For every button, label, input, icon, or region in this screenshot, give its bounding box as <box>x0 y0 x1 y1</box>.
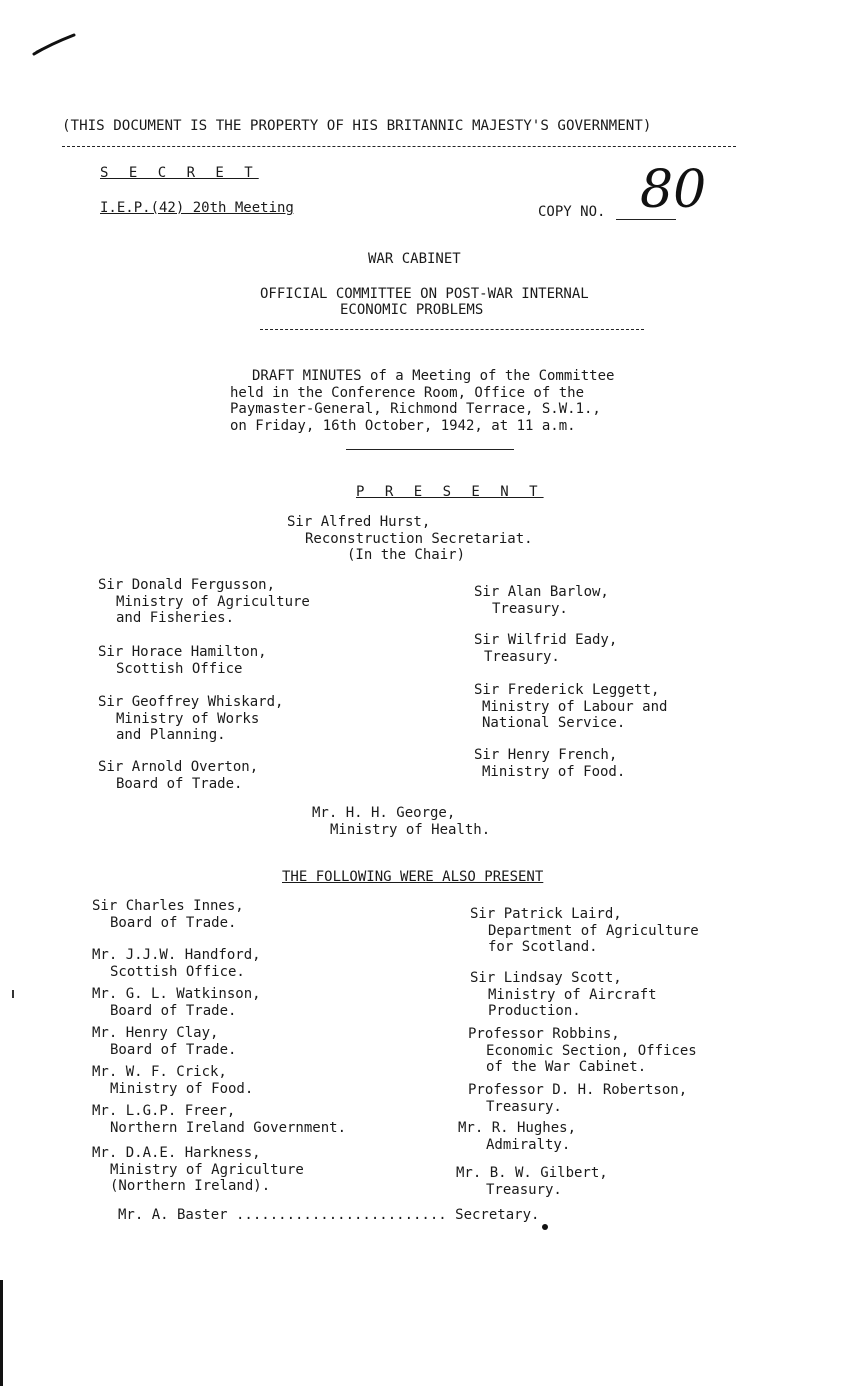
attendee-entry: Mr. R. Hughes, Admiralty. <box>458 1120 577 1153</box>
attendee-entry: Sir Charles Innes, Board of Trade. <box>92 898 244 931</box>
intro-line: DRAFT MINUTES of a Meeting of the Committee <box>252 368 615 384</box>
committee-title-line1: OFFICIAL COMMITTEE ON POST-WAR INTERNAL <box>260 286 589 302</box>
intro-rule <box>346 449 514 450</box>
title-rule <box>260 329 644 330</box>
chair-entry <box>287 514 533 564</box>
attendee-entry: Sir Wilfrid Eady, Treasury. <box>474 632 618 665</box>
attendee-entry: Sir Geoffrey Whiskard, Ministry of Works and Planning. <box>98 694 284 743</box>
also-present-heading: THE FOLLOWING WERE ALSO PRESENT <box>282 869 544 885</box>
attendee-entry: Professor Robbins, Economic Section, Offices of the War Cabinet. <box>468 1026 697 1075</box>
attendee-entry: Sir Henry French, Ministry of Food. <box>474 747 626 780</box>
attendee-entry: Sir Arnold Overton, Board of Trade. <box>98 759 259 792</box>
chair-name: Sir Alfred Hurst, <box>287 514 431 530</box>
meeting-reference: I.E.P.(42) 20th Meeting <box>100 200 294 216</box>
attendee-entry: Mr. J.J.W. Handford, Scottish Office. <box>92 947 261 980</box>
attendee-entry: Sir Donald Fergusson, Ministry of Agriculture and Fisheries. <box>98 577 310 626</box>
header-rule <box>62 146 736 147</box>
attendee-entry: Sir Lindsay Scott, Ministry of Aircraft Production. <box>470 970 657 1019</box>
chair-note: (In the Chair) <box>347 547 466 563</box>
ink-dot <box>542 1224 548 1230</box>
attendee-entry: Sir Frederick Leggett, Ministry of Labour and National Service. <box>474 682 668 731</box>
intro-line: Paymaster-General, Richmond Terrace, S.W.1., <box>230 401 601 417</box>
attendee-entry: Sir Horace Hamilton, Scottish Office <box>98 644 267 677</box>
attendee-entry: Mr. L.G.P. Freer, Northern Ireland Government. <box>92 1103 347 1136</box>
attendee-entry: Mr. W. F. Crick, Ministry of Food. <box>92 1064 254 1097</box>
attendee-entry: Sir Patrick Laird, Department of Agriculture for Scotland. <box>470 906 699 955</box>
scan-edge-tick <box>12 990 14 998</box>
copy-label: COPY NO. <box>538 204 606 220</box>
property-notice: (THIS DOCUMENT IS THE PROPERTY OF HIS BRITANNIC MAJESTY'S GOVERNMENT) <box>62 118 652 134</box>
intro-paragraph <box>230 368 614 434</box>
attendee-entry: Mr. G. L. Watkinson, Board of Trade. <box>92 986 261 1019</box>
war-cabinet-title: WAR CABINET <box>368 251 461 267</box>
attendee-entry: Sir Alan Barlow, Treasury. <box>474 584 609 617</box>
secretary-line: Mr. A. Baster ......................... Secretary. <box>118 1207 540 1223</box>
present-heading: P R E S E N T <box>356 484 544 500</box>
copy-number-handwritten: 80 <box>640 160 707 220</box>
attendee-entry: Mr. D.A.E. Harkness, Ministry of Agriculture (Northern Ireland). <box>92 1145 304 1194</box>
attendee-entry: Professor D. H. Robertson, Treasury. <box>468 1082 688 1115</box>
intro-line: on Friday, 16th October, 1942, at 11 a.m. <box>230 417 576 434</box>
attendee-entry: Mr. Henry Clay, Board of Trade. <box>92 1025 237 1058</box>
committee-title-line2: ECONOMIC PROBLEMS <box>340 302 484 318</box>
secret-label: S E C R E T <box>100 165 259 181</box>
scan-edge-mark <box>0 1280 3 1386</box>
intro-line: held in the Conference Room, Office of the <box>230 384 585 401</box>
chair-role: Reconstruction Secretariat. <box>305 530 533 547</box>
attendee-entry: Mr. B. W. Gilbert, Treasury. <box>456 1165 608 1198</box>
attendee-entry: Mr. H. H. George, Ministry of Health. <box>312 805 491 838</box>
pen-stroke-mark <box>30 30 80 60</box>
